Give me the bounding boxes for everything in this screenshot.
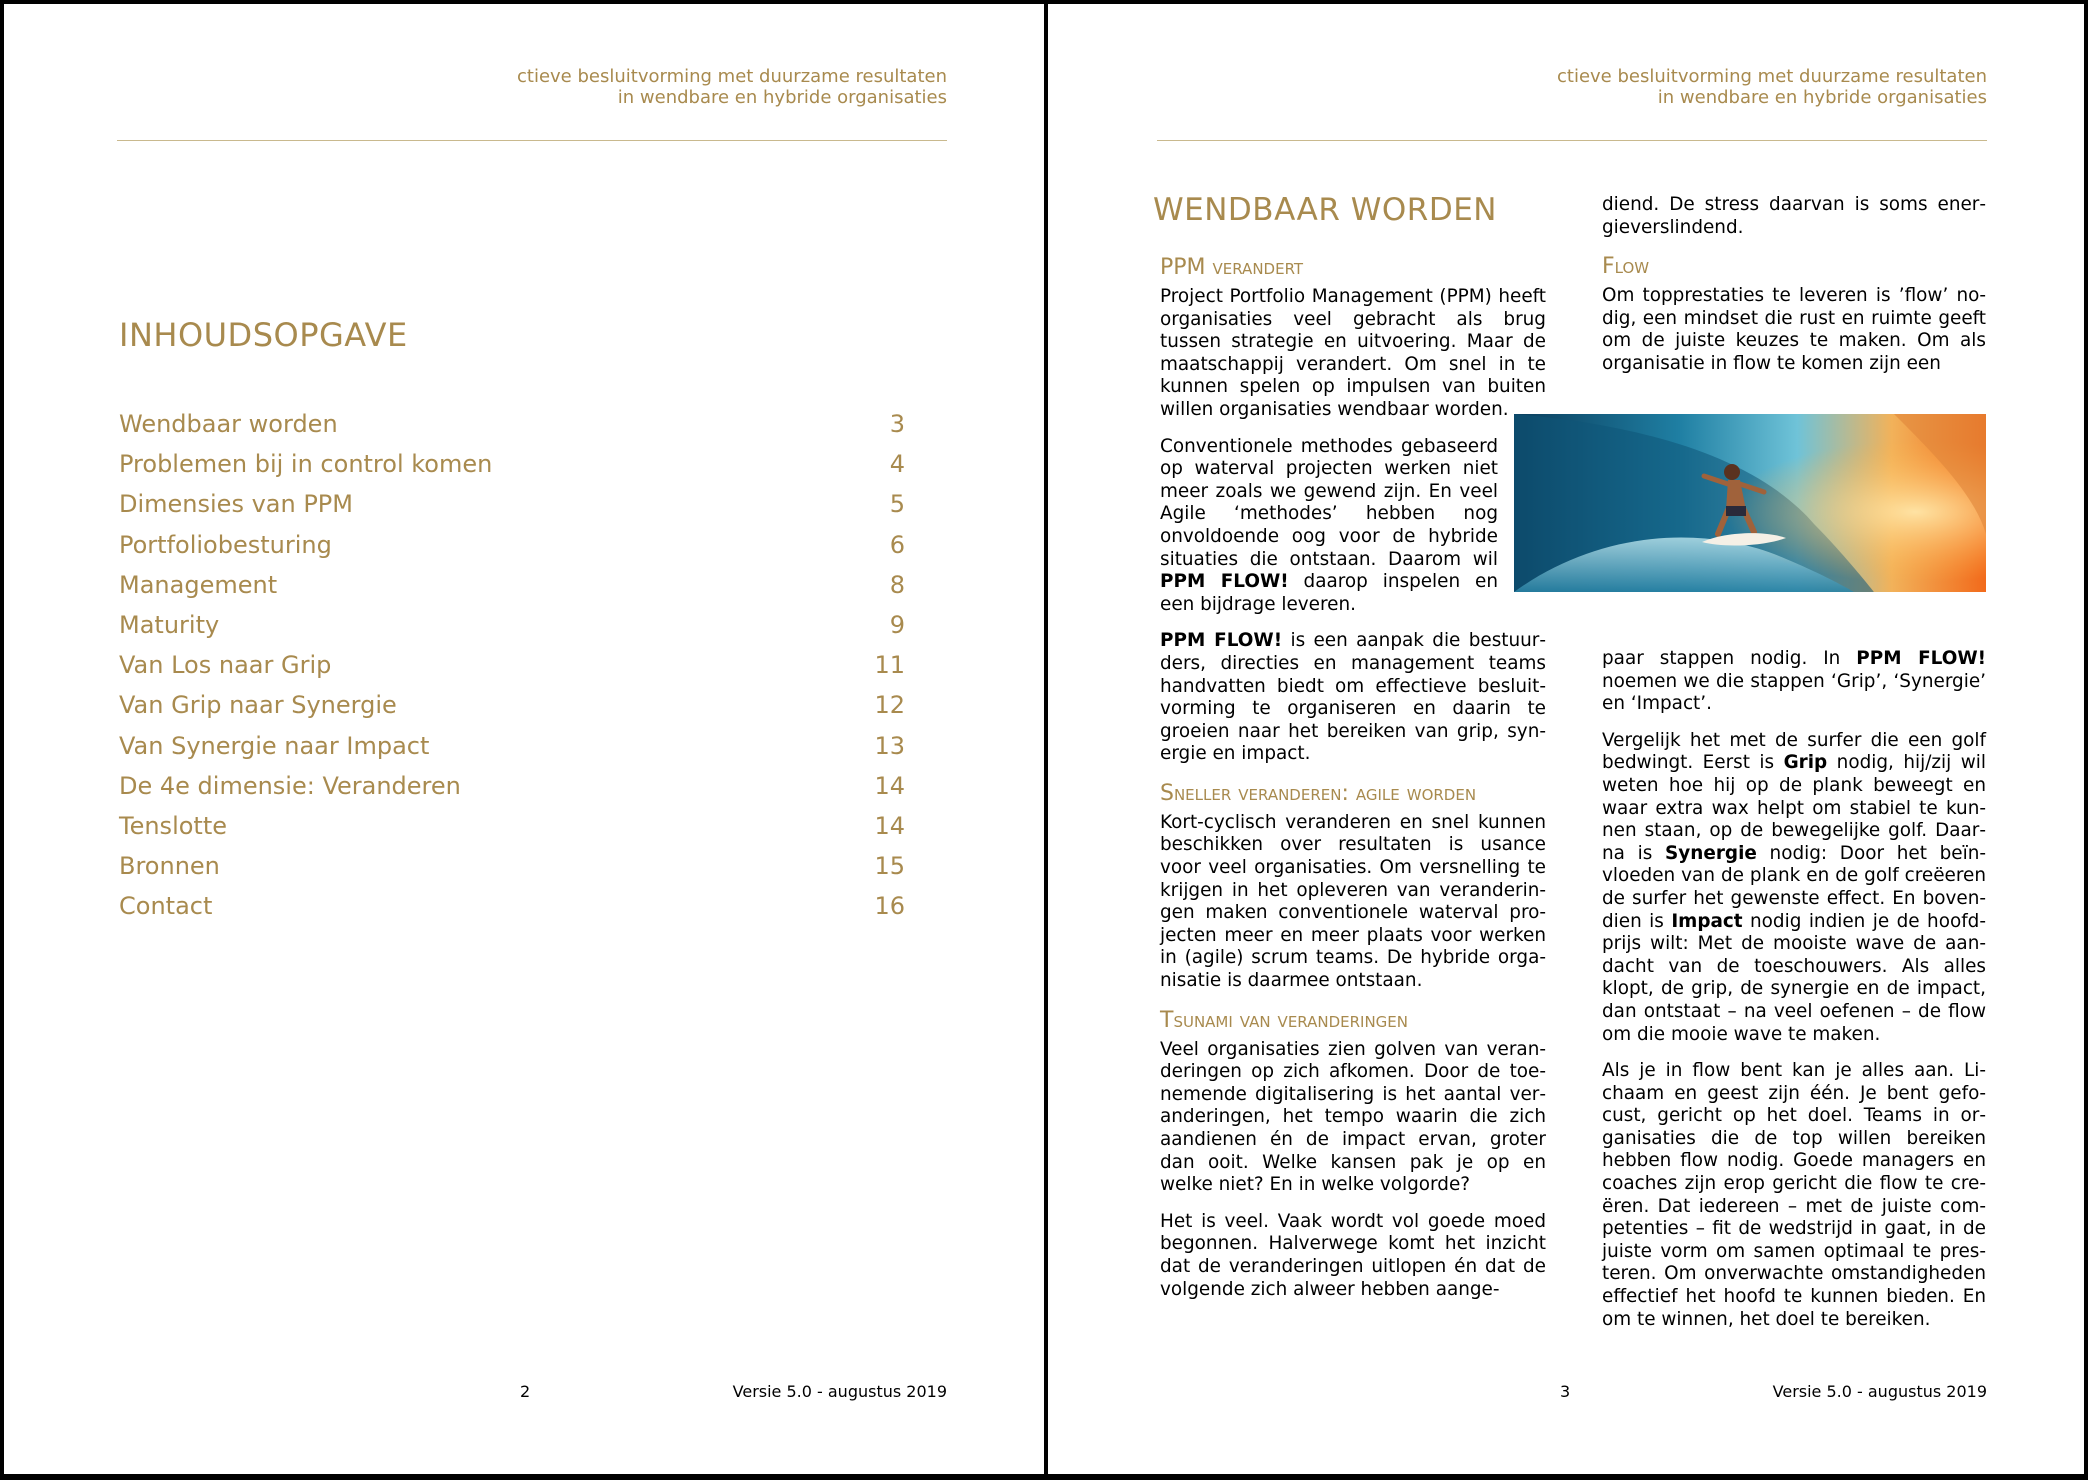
toc-item-page: 4 [889, 450, 905, 479]
toc-item-label: Dimensies van PPM [119, 490, 353, 519]
toc-item[interactable] [119, 645, 905, 685]
surfer-image [1514, 414, 1986, 592]
toc-item[interactable] [119, 525, 905, 565]
toc-item-label: Portfoliobesturing [119, 530, 332, 559]
paragraph-text: paar stappen nodig. In [1602, 648, 1857, 669]
section-heading: Tsunami van veranderingen [1160, 1007, 1409, 1033]
paragraph [1602, 648, 1986, 716]
toc-item[interactable] [119, 726, 905, 766]
toc-item-page: 15 [874, 852, 905, 881]
toc-item-label: Contact [119, 892, 213, 921]
text-column-left [1160, 250, 1546, 1315]
toc-item[interactable] [119, 605, 905, 645]
keyword-grip: Grip [1783, 752, 1828, 774]
toc-item[interactable] [119, 886, 905, 926]
toc-item-label: Van Synergie naar Impact [119, 731, 430, 760]
toc-item[interactable] [119, 444, 905, 484]
paragraph-text: noemen we die stappen ‘Grip’, ‘Synergie’ en ‘Impact’. [1602, 670, 1986, 715]
toc-item-page: 14 [874, 811, 905, 840]
toc-item-label: Maturity [119, 610, 220, 639]
page-header [4, 66, 947, 108]
page-title: WENDBAAR WORDEN [1153, 192, 1497, 228]
paragraph [1602, 730, 1986, 1046]
toc-item-page: 9 [889, 610, 905, 639]
toc-item-page: 14 [874, 771, 905, 800]
section-heading: Flow [1602, 254, 1650, 280]
header-rule [117, 140, 947, 141]
page-header [1048, 66, 1987, 108]
toc-item-page: 6 [889, 530, 905, 559]
paragraph-text: Vergelijk het met de surfer die een golf bedwingt. Eerst is [1602, 729, 1986, 774]
paragraph: Om topprestaties te leveren is ’flow’ nodig, een mindset die rust en ruimte geeft om de juiste keuzes te maken. Om als organisatie in flow te komen zijn een [1602, 285, 1986, 374]
paragraph [1160, 436, 1498, 617]
paragraph-text: nodig indien je de hoofdprijs wilt: Met de mooiste wave de aandacht van de toeschouwers. Als alles klopt, de grip, de synergie en de impact, dan ontstaat – na veel oefenen – de flow om die mooie wave te maken. [1602, 910, 1986, 1045]
toc-item-label: De 4e dimensie: Veranderen [119, 771, 461, 800]
text-column-right-top [1602, 194, 1986, 390]
keyword-impact: Impact [1671, 910, 1743, 932]
toc-item-page: 12 [874, 691, 905, 720]
toc-item-label: Van Grip naar Synergie [119, 691, 397, 720]
toc-title: INHOUDSOPGAVE [119, 316, 408, 354]
paragraph-text: daarop inspelen en een bijdrage leveren. [1160, 571, 1498, 615]
toc-item-label: Tenslotte [119, 811, 227, 840]
paragraph: Het is veel. Vaak wordt vol goede moed begonnen. Halverwege komt het inzicht dat de veranderingen uitlopen én dat de volgende zich alweer hebben aange‐ [1160, 1210, 1546, 1300]
toc-item-label: Wendbaar worden [119, 410, 338, 438]
surfer-photo [1514, 414, 1986, 592]
brand-name: PPM FLOW! [1160, 630, 1283, 652]
page-right [1048, 4, 2084, 1474]
toc-item-label: Management [119, 570, 278, 599]
header-line-1: ctieve besluitvorming met duurzame resultaten [517, 66, 947, 87]
toc-item-label: Problemen bij in control komen [119, 450, 493, 479]
paragraph [1160, 630, 1546, 766]
paragraph-text: nodig, hij/zij wil weten hoe hij op de plank beweegt en waar extra wax helpt om stabiel te kunnen staan, op de bewegelijke golf. Daarna is [1602, 752, 1986, 864]
version-label: Versie 5.0 - augustus 2019 [1772, 1382, 1987, 1401]
toc-item-page: 16 [874, 892, 905, 921]
paragraph-text: nodig: Door het beïnvloeden van de plank en de golf creëeren de surfer het gewenste effect. En bovendien is [1602, 842, 1987, 932]
header-line-1: ctieve besluitvorming met duurzame resultaten [1557, 66, 1987, 87]
paragraph-text: Conventionele methodes gebaseerd op waterval projecten werken niet meer zoals we gewend zijn. En veel Agile ‘methodes’ hebben nog onvoldoende oog voor de hybride situaties die ontstaan. Daarom wil [1160, 435, 1498, 570]
toc-item[interactable] [119, 404, 905, 444]
header-line-2: in wendbare en hybride organisaties [617, 87, 947, 108]
toc-item[interactable] [119, 846, 905, 886]
paragraph: diend. De stress daarvan is soms energieverslindend. [1602, 194, 1986, 238]
page-number: 2 [520, 1382, 531, 1401]
paragraph: Project Portfolio Management (PPM) heeft organisaties veel gebracht als brug tussen strategie en uitvoering. Maar de maatschappij verandert. Om snel in te kunnen spelen op impulsen van buiten willen organisaties wendbaar worden. [1160, 286, 1546, 420]
keyword-synergie: Synergie [1665, 842, 1757, 864]
brand-name: PPM FLOW! [1856, 648, 1987, 669]
toc-item-page: 13 [874, 731, 905, 760]
page-number: 3 [1560, 1382, 1571, 1401]
paragraph: Als je in flow bent kan je alles aan. Lichaam en geest zijn één. Je bent gefocust, gericht op het doel. Teams in organisaties die de top willen bereiken hebben flow nodig. Goede managers en coaches zijn erop gericht die flow te creëren. Dat iedereen – met de juiste competenties – fit de wedstrijd in gaat, in de juiste vorm om samen optimaal te presteren. Om onverwachte omstandigheden effectief het hoofd te kunnen bieden. En om te winnen, het doel te bereiken. [1602, 1060, 1986, 1330]
section-heading: PPM verandert [1160, 255, 1304, 280]
text-column-right-bottom [1602, 648, 1986, 1345]
section-heading: Sneller veranderen: agile worden [1160, 780, 1477, 806]
toc-item-page: 5 [889, 490, 905, 519]
page-left [4, 4, 1044, 1474]
table-of-contents [119, 404, 905, 926]
toc-item-page: 11 [874, 651, 905, 680]
brand-name: PPM FLOW! [1160, 571, 1289, 593]
version-label: Versie 5.0 - augustus 2019 [732, 1382, 947, 1401]
toc-item-page: 8 [889, 570, 905, 599]
toc-item-label: Bronnen [119, 852, 220, 881]
toc-item-label: Van Los naar Grip [119, 651, 332, 680]
toc-item[interactable] [119, 766, 905, 806]
paragraph: Kort-cyclisch veranderen en snel kunnen beschikken over resultaten is usance voor veel organisaties. Om versnelling te krijgen in het opleveren van veranderingen maken conventionele waterval projecten meer en meer plaats voor werken in (agile) scrum teams. De hybride organisatie is daarmee ontstaan. [1160, 811, 1546, 992]
toc-item[interactable] [119, 565, 905, 605]
toc-item[interactable] [119, 806, 905, 846]
toc-item-page: 3 [889, 410, 905, 438]
header-rule [1157, 140, 1987, 141]
header-line-2: in wendbare en hybride organisaties [1657, 87, 1987, 108]
toc-item[interactable] [119, 484, 905, 524]
paragraph: Veel organisaties zien golven van veranderingen op zich afkomen. Door de toenemende digitalisering is het aantal veranderingen, het tempo waarin die zich aandienen én de impact ervan, groter dan ooit. Welke kansen pak je op en welke niet? En in welke volgorde? [1160, 1038, 1546, 1196]
toc-item[interactable] [119, 685, 905, 725]
paragraph-text: is een aanpak die bestuurders, directies en management teams handvatten biedt om effectieve besluitvorming te organiseren en daarin te groeien naar het bereiken van grip, synergie en impact. [1160, 630, 1547, 765]
